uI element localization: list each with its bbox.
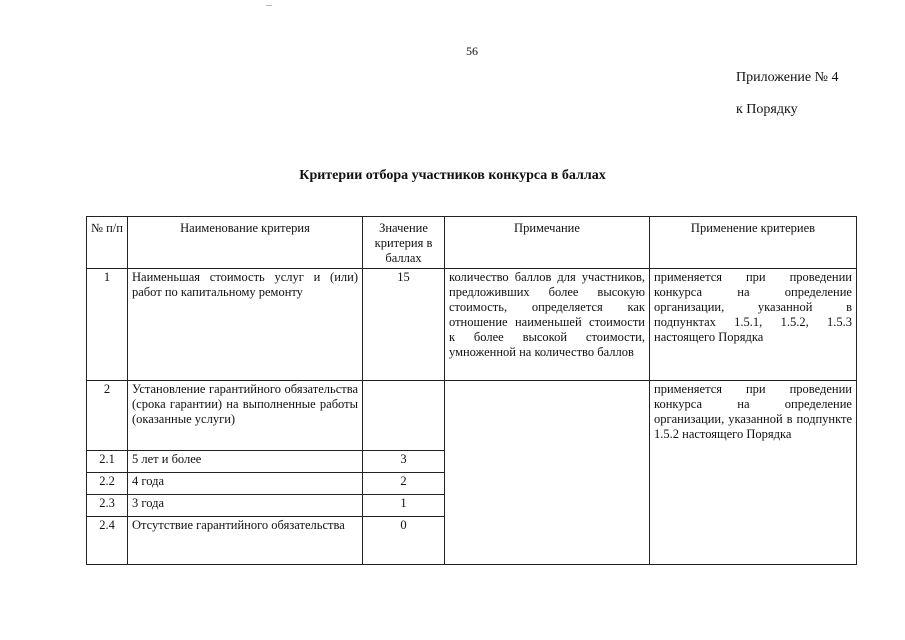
appendix-subtitle: к Порядку xyxy=(736,102,798,117)
row-number: 2.1 xyxy=(87,451,128,473)
criterion-value: 1 xyxy=(363,495,445,517)
column-header-number: № п/п xyxy=(87,217,128,269)
criterion-value: 3 xyxy=(363,451,445,473)
column-header-application: Применение критериев xyxy=(650,217,857,269)
criterion-name: Установление гарантийного обязательства (срока гарантии) на выполненные работы (оказанные услуги) xyxy=(128,381,363,451)
criterion-name: 3 года xyxy=(128,495,363,517)
criterion-note: количество баллов для участников, предложивших более высокую стоимость, определяется как отношение наименьшей стоимости к более высокой стоимости, умноженной на количество баллов xyxy=(445,269,650,381)
criterion-name: Отсутствие гарантийного обязательства xyxy=(128,517,363,565)
table-header-row xyxy=(87,217,857,269)
row-number: 2.4 xyxy=(87,517,128,565)
criterion-value: 2 xyxy=(363,473,445,495)
row-number: 2 xyxy=(87,381,128,451)
criterion-name: Наименьшая стоимость услуг и (или) работ по капитальному ремонту xyxy=(128,269,363,381)
page-number: 56 xyxy=(466,44,478,58)
criterion-name: 5 лет и более xyxy=(128,451,363,473)
column-header-criterion: Наименование критерия xyxy=(128,217,363,269)
criteria-table xyxy=(86,216,857,565)
appendix-label: Приложение № 4 xyxy=(736,70,839,85)
row-number: 2.2 xyxy=(87,473,128,495)
criterion-application: применяется при проведении конкурса на определение организации, указанной в подпунктах 1.5.1, 1.5.2, 1.5.3 настоящего Порядка xyxy=(650,269,857,381)
criterion-name: 4 года xyxy=(128,473,363,495)
column-header-value: Значение критерия в баллах xyxy=(363,217,445,269)
row-number: 1 xyxy=(87,269,128,381)
row-number: 2.3 xyxy=(87,495,128,517)
criterion-value: 15 xyxy=(363,269,445,381)
criterion-application: применяется при проведении конкурса на определение организации, указанной в подпункте 1.5.2 настоящего Порядка xyxy=(650,381,857,565)
criterion-note xyxy=(445,381,650,565)
criterion-value xyxy=(363,381,445,451)
criterion-value: 0 xyxy=(363,517,445,565)
table-row xyxy=(87,269,857,381)
scan-mark xyxy=(266,5,272,6)
table-row xyxy=(87,381,857,451)
document-title: Критерии отбора участников конкурса в баллах xyxy=(299,168,606,183)
column-header-note: Примечание xyxy=(445,217,650,269)
